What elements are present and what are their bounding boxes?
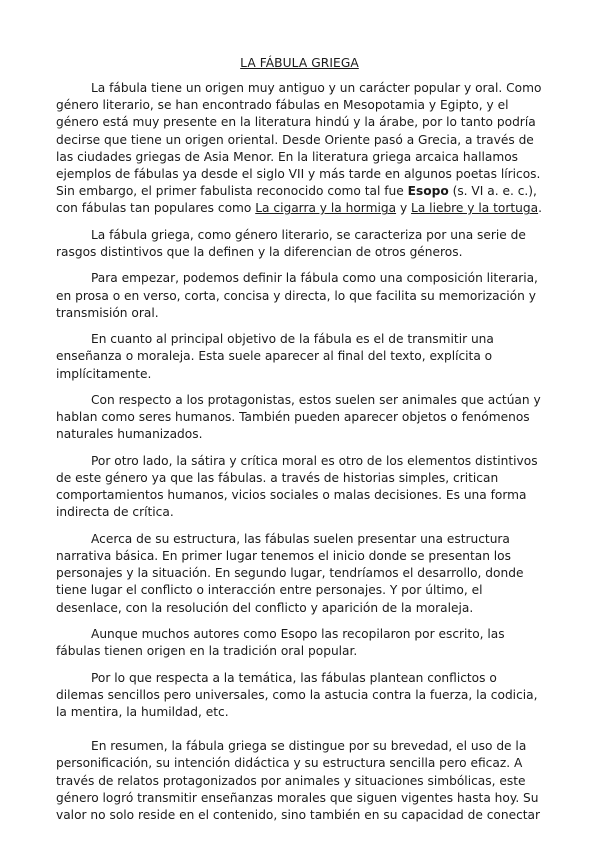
author-date-text: (s. VI a. e. c.), con fábulas tan populares como [56,184,537,216]
author-name: Esopo [407,184,449,199]
paragraph-estructura: Acerca de su estructura, las fábulas suelen presentar una estructura narrativa básica. En primer lugar tenemos el inicio donde se presentan los personajes y la situación. En segundo lugar, tendríamos el desarrollo, donde tiene lugar el conflicto o interacción entre personajes. Y por último, el desenlace, con la resolución del conflicto y aparición de la moraleja. [56,531,524,615]
paragraph-origin [56,80,543,218]
paragraph-tematica: Por lo que respecta a la temática, las fábulas plantean conflictos o dilemas sencillos pero universales, como la astucia contra la fuerza, la codicia, la mentira, la humildad, etc. [56,670,538,719]
paragraph-definicion: Para empezar, podemos definir la fábula como una composición literaria, en prosa o en verso, corta, concisa y directa, lo que facilita su memorización y transmisión oral. [56,271,538,320]
paragraph-tradicion-oral: Aunque muchos autores como Esopo las recopilaron por escrito, las fábulas tienen origen en la tradición oral popular. [56,627,505,659]
fable-title-liebre: La liebre y la tortuga [411,201,539,216]
paragraph-protagonistas: Con respecto a los protagonistas, estos suelen ser animales que actúan y hablan como seres humanos. También pueden aparecer objetos o fenómenos naturales humanizados. [56,393,541,442]
document-title: LA FÁBULA GRIEGA [240,56,359,70]
paragraph-objetivo: En cuanto al principal objetivo de la fábula es el de transmitir una enseñanza o moraleja. Esta suele aparecer al final del texto, explícita o implícitamente. [56,332,494,381]
paragraph-origin-text: La fábula tiene un origen muy antiguo y un carácter popular y oral. Como género literario, se han encontrado fábulas en Mesopotamia y Egipto, y el género está muy presente en la literatura hindú y la árabe, por lo tanto podría decirse que tiene un origen oriental. Desde Oriente pasó a Grecia, a través de las ciudades griegas de Asia Menor. En la literatura griega arcaica hallamos ejemplos de fábulas ya desde el siglo VII y más tarde en algunos poetas líricos. Sin embargo, el primer fabulista reconocido como tal fue [56,81,542,199]
paragraph-end-period: . [538,201,542,216]
paragraph-satira: Por otro lado, la sátira y crítica moral es otro de los elementos distintivos de este género ya que las fábulas. a través de historias simples, critican comportamientos humanos, vicios sociales o malas decisiones. Es una forma indirecta de crítica. [56,453,538,520]
paragraph-rasgos: La fábula griega, como género literario, se caracteriza por una serie de rasgos distintivos que la definen y la diferencian de otros géneros. [56,227,526,260]
paragraph-conclusion: En resumen, la fábula griega se distingue por su brevedad, el uso de la personificación, su intención didáctica y su estructura sencilla pero eficaz. A través de relatos protagonizados por animales y situaciones simbólicas, este género logró transmitir enseñanzas morales que siguen vigentes hasta hoy. Su valor no solo reside en el contenido, sino también en su capacidad de conectar [56,739,541,823]
fable-title-cigarra: La cigarra y la hormiga [255,201,397,216]
document-body [56,80,543,833]
conjunction-text: y [396,201,412,216]
